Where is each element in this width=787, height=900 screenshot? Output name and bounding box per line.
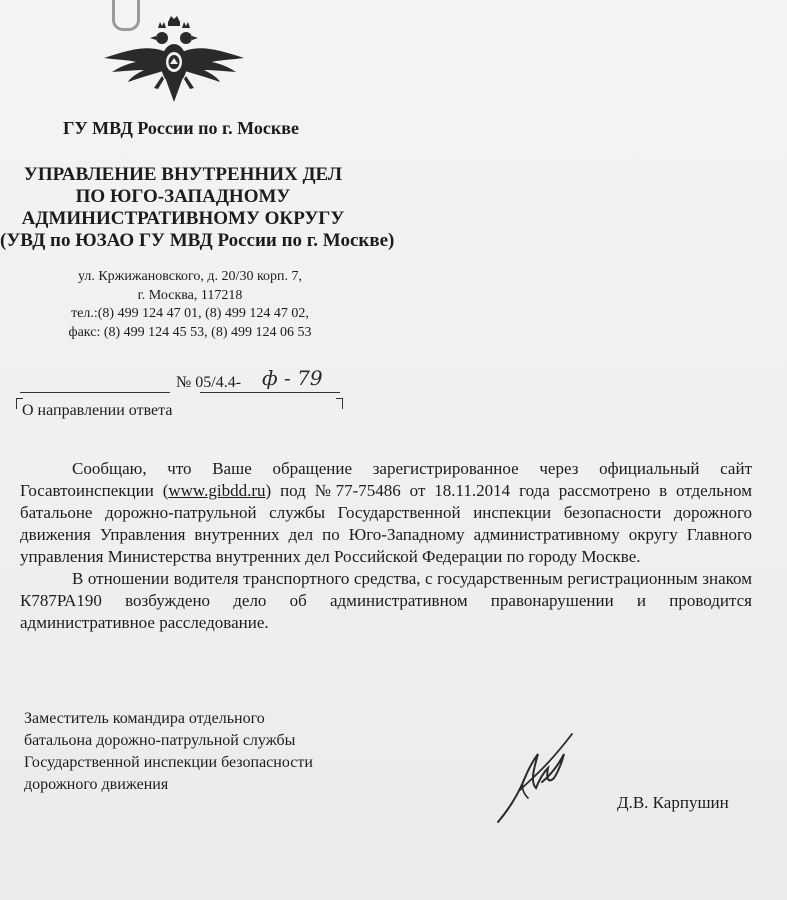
- position-line: дорожного движения: [24, 776, 169, 793]
- body-text: ) под №77-75486 от 18.11.2014 года рассмотрено в отдельном батальоне дорожно-патрульной службы Государственной инспекции безопасности дорожного движения Управления внутренних дел по Юго-Западному административному округу Главного управления Министерства внутренних дел Российской Федерации по городу Москве.: [20, 481, 752, 566]
- letter-body: [20, 458, 752, 634]
- subject-corner-mark: [336, 398, 343, 409]
- department-line: (УВД по ЮЗАО ГУ МВД России по г. Москве): [0, 230, 395, 251]
- department-line: ПО ЮГО-ЗАПАДНОМУ: [75, 186, 291, 207]
- body-text: Сообщаю, что Ваше обращение зарегистрированное через официальный сайт Госавтоинспекции (: [20, 459, 752, 500]
- outgoing-number-prefix: № 05/4.4-: [176, 374, 242, 391]
- department-line: АДМИНИСТРАТИВНОМУ ОКРУГУ: [21, 208, 345, 229]
- signer-position: [24, 708, 313, 796]
- position-line: Государственной инспекции безопасности: [24, 754, 313, 771]
- address-line: факс: (8) 499 124 45 53, (8) 499 124 06 53: [68, 324, 312, 340]
- department-line: УПРАВЛЕНИЕ ВНУТРЕННИХ ДЕЛ: [23, 164, 343, 185]
- address-line: тел.:(8) 499 124 47 01, (8) 499 124 47 02,: [71, 306, 309, 321]
- position-line: Заместитель командира отдельного: [24, 710, 265, 727]
- signer-name: Д.В. Карпушин: [617, 793, 729, 812]
- eagle-emblem-icon: [100, 14, 248, 106]
- outgoing-number-handwritten: ф - 79: [262, 366, 323, 390]
- address-line: г. Москва, 117218: [137, 287, 243, 303]
- position-line: батальона дорожно-патрульной службы: [24, 732, 296, 749]
- body-paragraph: В отношении водителя транспортного средства, с государственным регистрационным знаком К787РА190 возбуждено дело об административном правонарушении и проводится административное расследование.: [20, 569, 752, 632]
- handwritten-signature: [490, 728, 580, 826]
- outgoing-number-line: [200, 392, 340, 393]
- ministry-name: ГУ МВД России по г. Москве: [63, 118, 299, 138]
- gibdd-link[interactable]: www.gibdd.ru: [168, 481, 266, 500]
- department-name: [0, 164, 395, 252]
- letter-subject: О направлении ответа: [22, 402, 173, 419]
- date-blank-line: [20, 392, 170, 393]
- address-line: ул. Кржижановского, д. 20/30 корп. 7,: [77, 269, 303, 284]
- body-paragraph: [20, 458, 752, 568]
- department-address: [40, 268, 340, 342]
